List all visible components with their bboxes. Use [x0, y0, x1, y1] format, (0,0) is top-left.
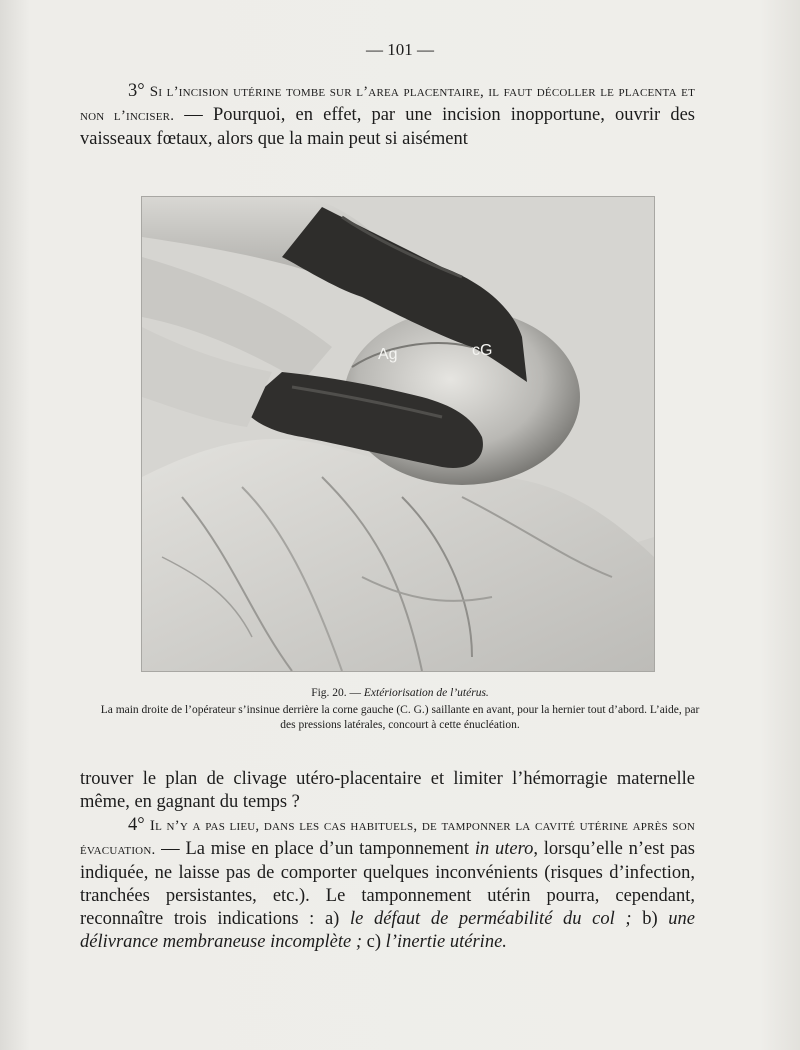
figure-20-illustration	[141, 196, 655, 672]
paragraph-4-italic-2: le défaut de perméabilité du col ;	[349, 909, 632, 929]
paragraph-3-number: 3°	[128, 81, 145, 101]
paragraph-4-text-1: — La mise en place d’un tamponnement	[155, 839, 475, 859]
paragraph-4-text-2: , lorsqu’elle n’est pas indiquée, ne laisse pas de comporter quelques inconvénients (risques d’infection, tranchées persistantes, etc.). Le tamponnement utérin pourra, cependant, reconnaître trois indications : a)	[80, 839, 695, 929]
paragraph-4-heading: Il n’y a pas lieu, dans les cas habituels, de tamponner la cavité utérine après son évacuation.	[80, 818, 695, 858]
page-number: — 101 —	[366, 40, 434, 59]
paragraph-continuation-and-4	[80, 768, 695, 954]
figure-title	[100, 686, 700, 701]
figure-label-ag: Ag	[378, 346, 398, 363]
figure-title-prefix: Fig. 20. —	[311, 687, 362, 699]
paragraph-4-italic-3: une délivrance membraneuse incomplète ;	[80, 909, 695, 952]
continuation-text: trouver le plan de clivage utéro-placentaire et limiter l’hémorragie maternelle même, en gagnant du temps ?	[80, 769, 695, 812]
figure-caption	[100, 686, 700, 733]
paragraph-4-text-4: c)	[362, 932, 386, 952]
paragraph-4-italic-1: in utero	[474, 839, 534, 859]
figure-description: La main droite de l’opérateur s’insinue derrière la corne gauche (C. G.) saillante en avant, pour la hernier tout d’abord. L’aide, par des pressions latérales, concourt à cette énucléation.	[100, 704, 700, 731]
paragraph-4-number: 4°	[128, 815, 145, 835]
paragraph-3	[80, 80, 695, 151]
paragraph-4-italic-4: l’inertie utérine.	[385, 932, 507, 952]
figure-label-cg: cG	[472, 342, 493, 359]
paragraph-4-text-3: b)	[631, 909, 669, 929]
paragraph-3-text: — Pourquoi, en effet, par une incision inopportune, ouvrir des vaisseaux fœtaux, alors que la main peut si aisément	[80, 105, 695, 149]
uterus-exteriorisation-drawing	[142, 197, 654, 671]
paragraph-4	[80, 814, 695, 954]
figure-title-italic: Extériorisation de l’utérus.	[363, 687, 489, 699]
paragraph-3-heading: Si l’incision utérine tombe sur l’area placentaire, il faut décoller le placenta et non l’inciser.	[80, 84, 696, 124]
